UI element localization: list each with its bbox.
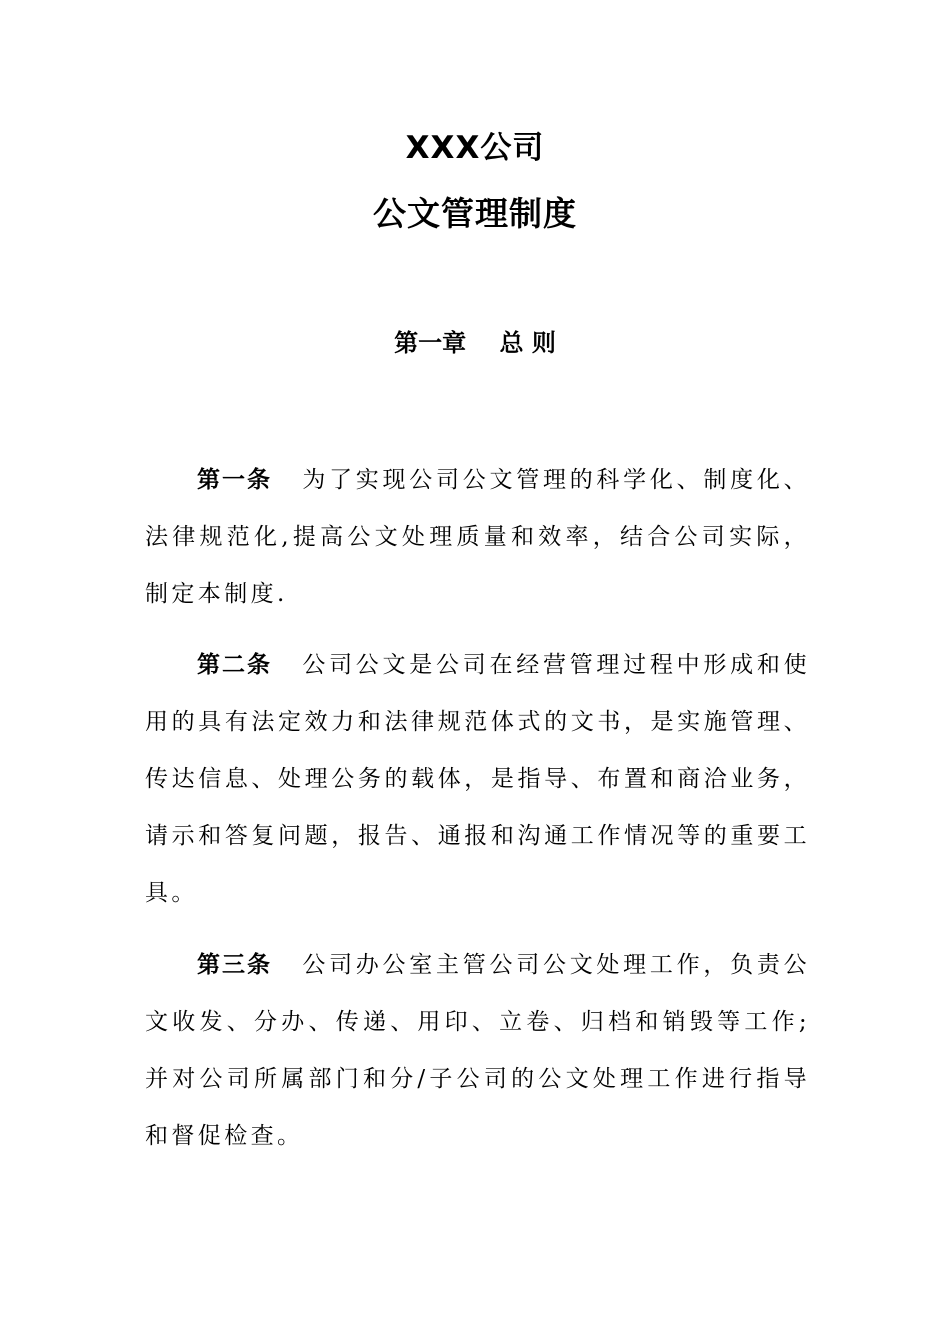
article-text: 公司公文是公司在经营管理过程中形成和使用的具有法定效力和法律规范体式的文书，是实施管理、传达信息、处理公务的载体，是指导、布置和商洽业务，请示和答复问题，报告、通报和沟通工作情况等的重要工具。 [145,652,810,906]
article-text: 公司办公室主管公司公文处理工作，负责公文收发、分办、传递、用印、立卷、归档和销毁等工作;并对公司所属部门和分/子公司的公文处理工作进行指导和督促检查。 [145,952,810,1149]
article-paragraph [145,937,810,1165]
article-label: 第一条 [197,467,272,493]
article-label: 第三条 [197,952,272,978]
article-paragraph [145,637,810,922]
article-text: 为了实现公司公文管理的科学化、制度化、法律规范化,提高公文处理质量和效率，结合公司实际，制定本制度. [145,467,810,607]
article-paragraph [145,452,810,623]
chapter-heading: 第一章 总 则 [394,329,556,357]
company-title: XXX公司 [405,130,545,166]
document-title: 公文管理制度 [373,194,577,233]
article-label: 第二条 [197,652,272,678]
